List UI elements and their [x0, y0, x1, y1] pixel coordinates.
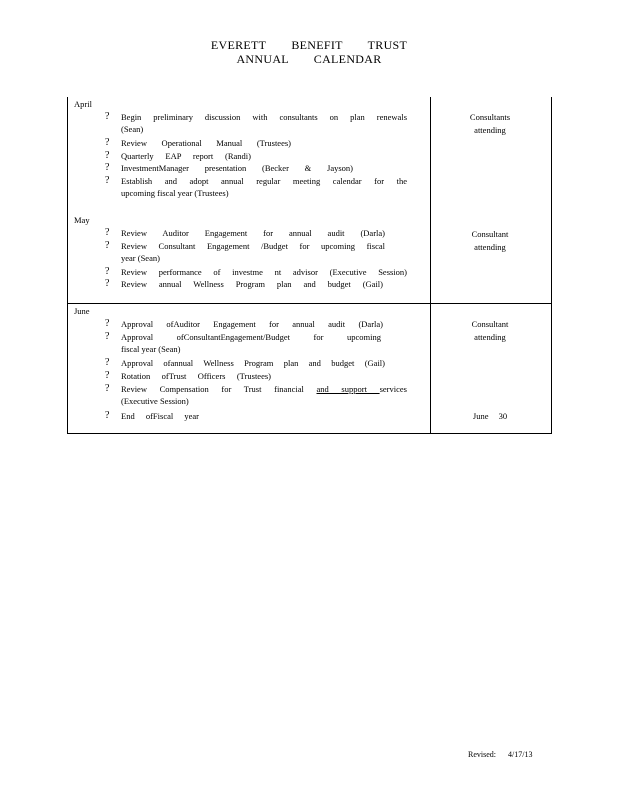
item-text: Approval ofConsultantEngagement/Budget for upcoming [121, 332, 381, 342]
revised-date: 4/17/13 [508, 750, 533, 759]
revised-label: Revised: [468, 750, 496, 759]
bullet: ? [105, 383, 110, 394]
item-text: Approval ofannual Wellness Program plan and budget (Gail) [121, 358, 385, 368]
month-label-june: June [74, 306, 90, 316]
item-text: fiscal year (Sean) [121, 344, 181, 354]
bullet: ? [105, 331, 110, 342]
list-item [105, 240, 410, 266]
item-text: Review Auditor Engagement for annual audit (Darla) [121, 228, 385, 238]
item-text: Establish and adopt annual regular meeting calendar for the [121, 176, 407, 186]
item-text: Review Operational Manual (Trustees) [121, 138, 291, 148]
attendance-line: Consultant [471, 319, 509, 329]
section-april-may [68, 97, 551, 303]
title-line-1: EVERETT BENEFIT TRUST [210, 38, 408, 52]
item-text: Begin preliminary discussion with consultants on plan renewals [121, 112, 407, 122]
item-text: Rotation ofTrust Officers (Trustees) [121, 371, 271, 381]
bullet: ? [105, 410, 110, 421]
list-item [105, 175, 410, 201]
item-text: InvestmentManager presentation (Becker & Jayson) [121, 163, 353, 173]
item-text-part: Review Compensation for Trust financial [121, 384, 317, 394]
attendance-line: attending [474, 242, 506, 252]
bullet: ? [105, 150, 110, 161]
attendance-line: attending [474, 332, 506, 342]
attendance-note [430, 228, 550, 254]
attendance-note [430, 111, 550, 137]
calendar-table [67, 97, 552, 434]
section-june [68, 303, 551, 433]
bullet: ? [105, 162, 110, 173]
bullet: ? [105, 175, 110, 186]
attendance-line: attending [474, 125, 506, 135]
item-text-part: services [379, 384, 407, 394]
list-item [105, 331, 410, 357]
bullet: ? [105, 137, 110, 148]
item-text-underlined: and support [316, 384, 380, 394]
item-text: (Sean) [121, 124, 144, 134]
title-line-2: ANNUAL CALENDAR [236, 52, 382, 66]
revision-note [468, 750, 532, 759]
item-text: Approval ofAuditor Engagement for annual audit (Darla) [121, 319, 383, 329]
bullet: ? [105, 266, 110, 277]
list-item [105, 111, 410, 137]
bullet: ? [105, 318, 110, 329]
item-text: Review performance of investme nt advisor (Executive Session) [121, 267, 407, 277]
attendance-line: Consultant [471, 229, 509, 239]
item-text: (Executive Session) [121, 396, 189, 406]
item-text: Quarterly EAP report (Randi) [121, 151, 251, 161]
bullet: ? [105, 357, 110, 368]
month-label-april: April [74, 99, 92, 109]
bullet: ? [105, 111, 110, 122]
attendance-note [430, 318, 550, 344]
fiscal-year-end: June 30 [472, 411, 508, 421]
month-label-may: May [74, 215, 90, 225]
bullet: ? [105, 370, 110, 381]
bullet: ? [105, 240, 110, 251]
list-item [105, 383, 410, 409]
item-text: Review Consultant Engagement /Budget for upcoming fiscal [121, 241, 385, 251]
attendance-line: Consultants [469, 112, 511, 122]
item-text: Review annual Wellness Program plan and budget (Gail) [121, 279, 383, 289]
bullet: ? [105, 278, 110, 289]
item-text [121, 383, 407, 396]
item-text: End ofFiscal year [121, 411, 199, 421]
document-title [0, 38, 618, 66]
item-text: upcoming fiscal year (Trustees) [121, 188, 229, 198]
bullet: ? [105, 227, 110, 238]
item-text: year (Sean) [121, 253, 160, 263]
